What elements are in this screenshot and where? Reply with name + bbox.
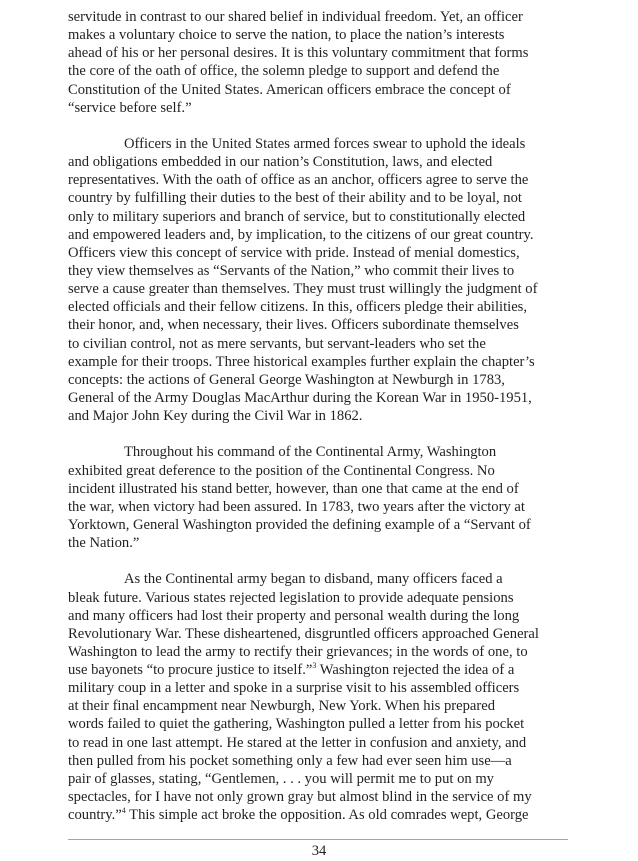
text-line: Constitution of the United States. American officers embrace the concept of: [68, 81, 511, 98]
text-line: “service before self.”: [68, 99, 192, 116]
text-line: Yorktown, General Washington provided the defining example of a “Servant of: [68, 516, 531, 533]
paragraph-1: [68, 8, 568, 117]
text-line: and empowered leaders and, by implication, to the citizens of our great country.: [68, 226, 534, 243]
text-line: spectacles, for I have not only grown gray but almost blind in the service of my: [68, 789, 532, 806]
paragraph-gap: [68, 117, 568, 135]
text-line: then pulled from his pocket something only a few had ever seen him use—a: [68, 752, 512, 769]
text-line: the Nation.”: [68, 535, 140, 552]
text-line: and Major John Key during the Civil War in 1862.: [68, 408, 363, 425]
text-segment: Washington rejected the idea of a: [316, 662, 515, 679]
text-line: and many officers had lost their property and personal wealth during the long: [68, 607, 520, 624]
text-line: at their final encampment near Newburgh, New York. When his prepared: [68, 698, 496, 715]
text-line: Officers view this concept of service with pride. Instead of menial domestics,: [68, 244, 520, 261]
text-line: and obligations embedded in our nation’s Constitution, laws, and elected: [68, 154, 493, 171]
text-line-with-footnote: [68, 661, 568, 679]
text-line: country by fulfilling their duties to the best of their ability and to be loyal, not: [68, 190, 522, 207]
text-segment: This simple act broke the opposition. As old comrades wept, George: [125, 807, 529, 824]
text-line: only to military superiors and branch of service, but to constitutionally elected: [68, 208, 526, 225]
text-line: makes a voluntary choice to serve the nation, to place the nation’s interests: [68, 27, 505, 44]
text-line: exhibited great deference to the position of the Continental Congress. No: [68, 462, 495, 479]
paragraph-2: [68, 135, 568, 425]
text-line: incident illustrated his stand better, however, than one that came at the end of: [68, 480, 519, 497]
page-number: 34: [311, 843, 327, 859]
footnote-marker[interactable]: 4: [121, 806, 126, 816]
text-line: Revolutionary War. These disheartened, disgruntled officers approached General: [68, 625, 539, 642]
text-segment: country.”: [68, 807, 122, 824]
text-line: pair of glasses, stating, “Gentlemen, . . . you will permit me to put on my: [68, 770, 494, 787]
text-line: they view themselves as “Servants of the Nation,” who commit their lives to: [68, 262, 515, 279]
text-line: words failed to quiet the gathering, Washington pulled a letter from his pocket: [68, 716, 525, 733]
text-line: elected officials and their fellow citizens. In this, officers pledge their abilities,: [68, 299, 528, 316]
text-line: General of the Army Douglas MacArthur during the Korean War in 1950-1951,: [68, 389, 532, 406]
text-line: servitude in contrast to our shared belief in individual freedom. Yet, an officer: [68, 9, 523, 25]
text-line: representatives. With the oath of office as an anchor, officers agree to serve the: [68, 172, 529, 189]
text-line: to read in one last attempt. He stared at the letter in confusion and anxiety, and: [68, 734, 527, 751]
body-text: [68, 8, 568, 824]
paragraph-gap: [68, 552, 568, 570]
text-line: ahead of his or her personal desires. It is this voluntary commitment that forms: [68, 45, 529, 62]
text-line: concepts: the actions of General George Washington at Newburgh in 1783,: [68, 371, 505, 388]
text-line: their honor, and, when necessary, their lives. Officers subordinate themselves: [68, 317, 519, 334]
text-line: Throughout his command of the Continental Army, Washington: [124, 444, 497, 461]
text-line: the core of the oath of office, the solemn pledge to support and defend the: [68, 63, 500, 80]
text-line-with-footnote: [68, 806, 568, 824]
paragraph-3: [68, 443, 568, 552]
text-line: the war, when victory had been assured. In 1783, two years after the victory at: [68, 498, 525, 515]
footnote-marker[interactable]: 3: [312, 661, 317, 671]
text-line: bleak future. Various states rejected legislation to provide adequate pensions: [68, 589, 514, 606]
text-line: serve a cause greater than themselves. They must trust willingly the judgment of: [68, 281, 538, 298]
footer-rule: [68, 839, 568, 840]
paragraph-4: [68, 570, 568, 824]
paragraph-gap: [68, 425, 568, 443]
text-line: example for their troops. Three historical examples further explain the chapter’s: [68, 353, 535, 370]
text-line: to civilian control, not as mere servants, but servant-leaders who set the: [68, 335, 486, 352]
text-segment: use bayonets “to procure justice to itself.”: [68, 662, 313, 679]
text-line: As the Continental army began to disband, many officers faced a: [124, 571, 503, 588]
text-line: Washington to lead the army to rectify their grievances; in the words of one, to: [68, 643, 528, 660]
text-line: Officers in the United States armed forces swear to uphold the ideals: [124, 135, 526, 152]
text-line: military coup in a letter and spoke in a surprise visit to his assembled officers: [68, 680, 520, 697]
